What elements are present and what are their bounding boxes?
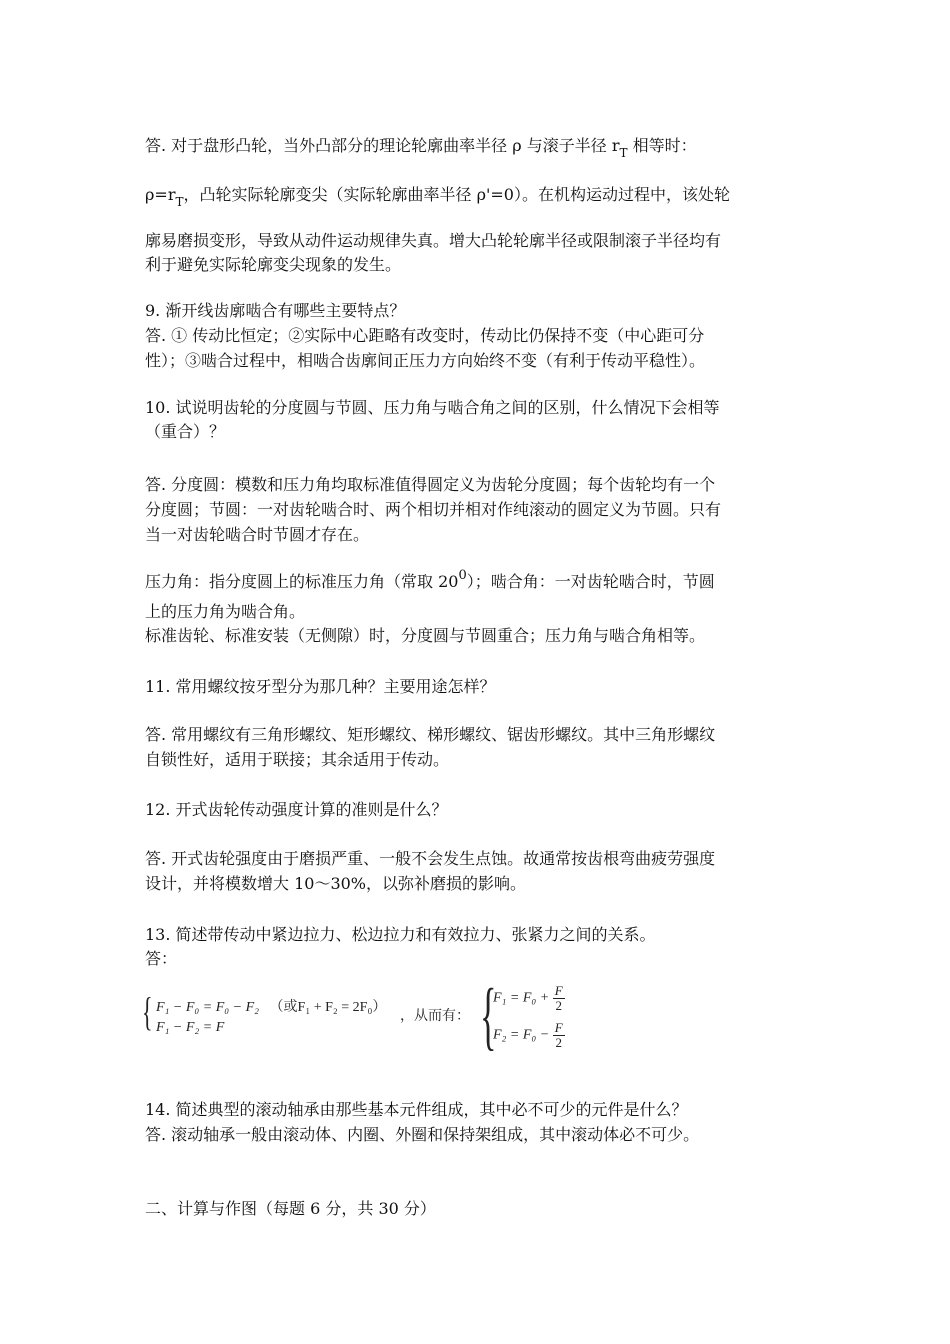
q13-question: 13. 简述带传动中紧边拉力、松边拉力和有效拉力、张紧力之间的关系。: [145, 925, 656, 944]
left-brace: {: [142, 989, 153, 1034]
fraction-1: $\frac{F}{2}$: [554, 983, 563, 1013]
q11-answer-line-1: 答. 常用螺纹有三角形螺纹、矩形螺纹、梯形螺纹、锯齿形螺纹。其中三角形螺纹: [145, 725, 716, 744]
q10-question-line-1: 10. 试说明齿轮的分度圆与节圆、压力角与啮合角之间的区别，什么情况下会相等: [145, 398, 720, 417]
q10-answer-line-2: 分度圆；节圆：一对齿轮啮合时、两个相切并相对作纯滚动的圆定义为节圆。只有: [145, 500, 722, 519]
q12-answer-line-1: 答. 开式齿轮强度由于磨损严重、一般不会发生点蚀。故通常按齿根弯曲疲劳强度: [145, 849, 716, 868]
result-2: F₂ = F₀ − $\frac{F}{2}$: [493, 1020, 563, 1050]
q14-answer: 答. 滚动轴承一般由滚动体、内圈、外圈和保持架组成，其中滚动体必不可少。: [145, 1125, 700, 1144]
q9-question: 9. 渐开线齿廓啮合有哪些主要特点？: [145, 301, 406, 320]
result-1: F₁ = F₀ + $\frac{F}{2}$: [493, 983, 563, 1013]
q10-answer-line-6: 标准齿轮、标准安装（无侧隙）时，分度圆与节圆重合；压力角与啮合角相等。: [145, 626, 706, 645]
fraction-2: $\frac{F}{2}$: [554, 1020, 563, 1050]
q11-question: 11. 常用螺纹按牙型分为那几种？主要用途怎样？: [145, 677, 496, 696]
right-brace: {: [480, 974, 497, 1058]
q8-answer-line-2: $\rho=r_T$，凸轮实际轮廓变尖（实际轮廓曲率半径 ρ'=0）。在机构运动过程中，该处轮: [145, 185, 730, 209]
q9-answer-line-1: 答. ① 传动比恒定；②实际中心距略有改变时，传动比仍保持不变（中心距可分: [145, 326, 705, 345]
eq-2: F₁ − F₂ = F: [156, 1020, 225, 1035]
q9-answer-line-2: 性）；③啮合过程中，相啮合齿廓间正压力方向始终不变（有利于传动平稳性）。: [145, 351, 706, 370]
q10-question-line-2: （重合）？: [145, 422, 226, 441]
q10-answer-line-3: 当一对齿轮啮合时节圆才存在。: [145, 525, 370, 544]
eq-1: F₁ − F₀ = F₀ − F₂ （或F₁ + F₂ = 2F₀）: [156, 1000, 387, 1015]
q8-answer-line-4: 利于避免实际轮廓变尖现象的发生。: [145, 255, 402, 274]
section-2-title: 二、计算与作图（每题 6 分，共 30 分）: [145, 1199, 436, 1218]
q11-answer-line-2: 自锁性好，适用于联接；其余适用于传动。: [145, 750, 450, 769]
q10-answer-line-1: 答. 分度圆：模数和压力角均取标准值得圆定义为齿轮分度圆；每个齿轮均有一个: [145, 475, 716, 494]
q12-question: 12. 开式齿轮传动强度计算的准则是什么？: [145, 800, 448, 819]
q10-answer-line-5: 上的压力角为啮合角。: [145, 602, 306, 621]
q10-answer-line-4: 压力角：指分度圆上的标准压力角（常取 $20^0$）；啮合角：一对齿轮啮合时，节圆: [145, 568, 715, 591]
q14-question: 14. 简述典型的滚动轴承由那些基本元件组成，其中必不可少的元件是什么？: [145, 1100, 688, 1119]
conjunction-text: ，从而有：: [400, 1008, 470, 1024]
q12-answer-line-2: 设计，并将模数增大 10～30%，以弥补磨损的影响。: [145, 874, 527, 893]
q8-answer-line-1: 答. 对于盘形凸轮，当外凸部分的理论轮廓曲率半径 ρ 与滚子半径 $r_T$ 相等时：: [145, 136, 697, 160]
q13-answer-label: 答：: [145, 949, 178, 968]
q8-answer-line-3: 廓易磨损变形，导致从动件运动规律失真。增大凸轮轮廓半径或限制滚子半径均有: [145, 231, 722, 250]
